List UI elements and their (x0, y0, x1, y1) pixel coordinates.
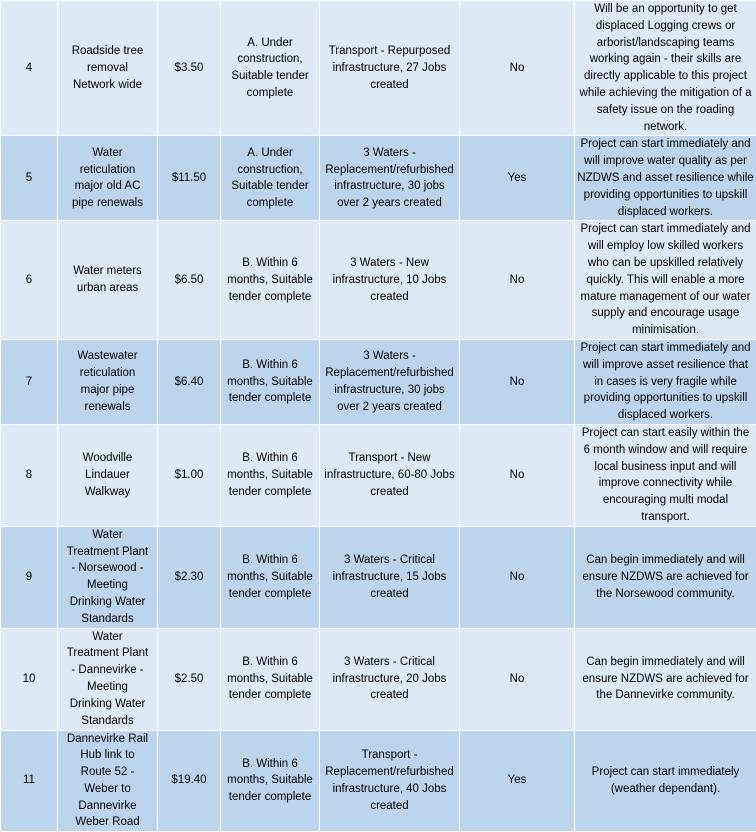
project-description: Project can start immediately (weather dependant). (575, 730, 756, 832)
project-cost: $3.50 (158, 1, 221, 136)
project-name: Water Treatment Plant - Dannevirke - Meeting Drinking Water Standards (58, 628, 158, 730)
project-description: Project can start immediately and will improve water quality as per NZDWS and asset resilience while providing opportunities to upskill displaced workers. (575, 136, 756, 221)
project-number: 11 (1, 730, 58, 832)
project-flag: No (460, 1, 575, 136)
project-category: 3 Waters - New infrastructure, 10 Jobs created (320, 221, 460, 340)
project-category: 3 Waters - Critical infrastructure, 15 Jobs created (320, 526, 460, 628)
project-number: 5 (1, 136, 58, 221)
project-status: B. Within 6 months, Suitable tender complete (221, 221, 320, 340)
project-status: A. Under construction, Suitable tender complete (221, 1, 320, 136)
project-name: Water meters urban areas (58, 221, 158, 340)
project-flag: No (460, 526, 575, 628)
table-row (1, 628, 756, 730)
table-row (1, 136, 756, 221)
project-status: A. Under construction, Suitable tender complete (221, 136, 320, 221)
project-status: B. Within 6 months, Suitable tender complete (221, 424, 320, 526)
project-category: 3 Waters - Critical infrastructure, 20 Jobs created (320, 628, 460, 730)
table-row (1, 221, 756, 340)
project-description: Project can start easily within the 6 month window and will require local business input and will improve connectivity while encouraging multi modal transport. (575, 424, 756, 526)
project-flag: Yes (460, 136, 575, 221)
project-description: Will be an opportunity to get displaced Logging crews or arborist/landscaping teams working again - their skills are directly applicable to this project while achieving the mitigation of a safety issue on the roading network. (575, 1, 756, 136)
project-status: B. Within 6 months, Suitable tender complete (221, 526, 320, 628)
project-category: 3 Waters - Replacement/refurbished infrastructure, 30 jobs over 2 years created (320, 339, 460, 424)
project-description: Project can start immediately and will improve asset resilience that in cases is very fragile while providing opportunities to upskill displaced workers. (575, 339, 756, 424)
project-category: Transport - Replacement/refurbished infrastructure, 40 Jobs created (320, 730, 460, 832)
project-number: 6 (1, 221, 58, 340)
project-flag: No (460, 424, 575, 526)
project-category: 3 Waters - Replacement/refurbished infrastructure, 30 jobs over 2 years created (320, 136, 460, 221)
project-name: Water reticulation major old AC pipe renewals (58, 136, 158, 221)
project-flag: No (460, 628, 575, 730)
project-number: 9 (1, 526, 58, 628)
project-description: Can begin immediately and will ensure NZDWS are achieved for the Dannevirke community. (575, 628, 756, 730)
project-category: Transport - New infrastructure, 60-80 Jobs created (320, 424, 460, 526)
project-status: B. Within 6 months, Suitable tender complete (221, 339, 320, 424)
project-status: B. Within 6 months, Suitable tender complete (221, 730, 320, 832)
table-row (1, 339, 756, 424)
table-row (1, 424, 756, 526)
project-flag: No (460, 339, 575, 424)
project-number: 4 (1, 1, 58, 136)
project-cost: $2.50 (158, 628, 221, 730)
project-description: Project can start immediately and will employ low skilled workers who can be upskilled relatively quickly. This will enable a more mature management of our water supply and encourage usage minimisation. (575, 221, 756, 340)
project-number: 7 (1, 339, 58, 424)
project-flag: Yes (460, 730, 575, 832)
project-name: Dannevirke Rail Hub link to Route 52 - Weber to Dannevirke Weber Road (58, 730, 158, 832)
project-number: 8 (1, 424, 58, 526)
project-flag: No (460, 221, 575, 340)
project-cost: $1.00 (158, 424, 221, 526)
project-cost: $2.30 (158, 526, 221, 628)
project-name: Water Treatment Plant - Norsewood - Meeting Drinking Water Standards (58, 526, 158, 628)
project-name: Wastewater reticulation major pipe renewals (58, 339, 158, 424)
project-name: Woodville Lindauer Walkway (58, 424, 158, 526)
project-description: Can begin immediately and will ensure NZDWS are achieved for the Norsewood community. (575, 526, 756, 628)
project-number: 10 (1, 628, 58, 730)
project-name: Roadside tree removal Network wide (58, 1, 158, 136)
project-cost: $6.50 (158, 221, 221, 340)
table-row (1, 1, 756, 136)
project-cost: $6.40 (158, 339, 221, 424)
project-cost: $19.40 (158, 730, 221, 832)
project-cost: $11.50 (158, 136, 221, 221)
project-category: Transport - Repurposed infrastructure, 27 Jobs created (320, 1, 460, 136)
table-row (1, 526, 756, 628)
project-status: B. Within 6 months, Suitable tender complete (221, 628, 320, 730)
table-row (1, 730, 756, 832)
